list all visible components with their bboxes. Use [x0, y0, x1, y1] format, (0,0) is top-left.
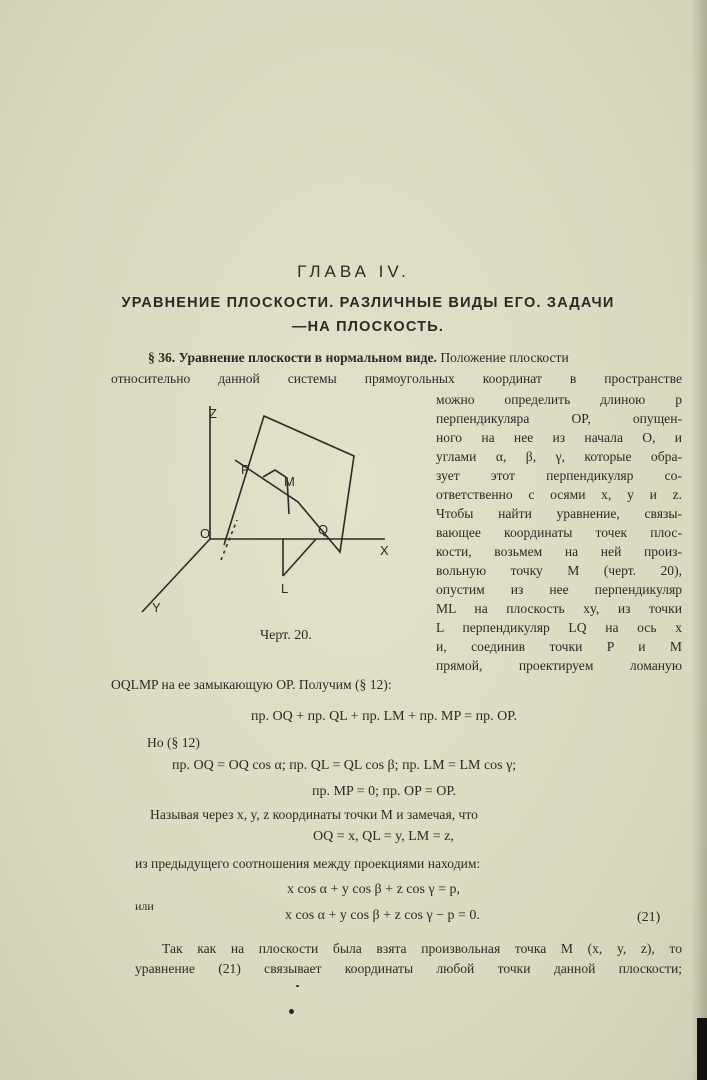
paragraph-line: L перпендикуляр LQ на ось x [436, 620, 682, 635]
label-m: M [284, 474, 295, 489]
paragraph-line: Положение плоскости [440, 350, 569, 365]
paragraph-from-relation: из предыдущего соотношения между проекциями находим: [135, 856, 481, 871]
paragraph-line: вающее координаты точек плос- [436, 525, 682, 540]
chapter-heading-line2: —НА ПЛОСКОСТЬ. [291, 319, 445, 335]
paragraph-line: ответственно с осями x, y и z. [436, 487, 682, 502]
page-speck [289, 1009, 294, 1014]
paragraph-line: Чтобы найти уравнение, связы- [436, 506, 682, 521]
equation-normal-form: x cos α + y cos β + z cos γ = p, [287, 882, 461, 897]
paragraph-line: опустим из нее перпендикуляр [436, 582, 682, 597]
figure-caption: Черт. 20. [260, 628, 312, 643]
paragraph-line: перпендикуляра OP, опущен- [436, 411, 682, 426]
paragraph-line: относительно данной системы прямоугольных координат в пространстве [111, 371, 682, 386]
label-x: X [380, 543, 389, 558]
paragraph-line: и, соединив точки P и M [436, 639, 682, 654]
equation-projections: пр. OQ + пр. QL + пр. LM + пр. MP = пр. OP. [251, 709, 517, 724]
chapter-title: ГЛАВА IV. [297, 262, 410, 281]
paragraph-line: можно определить длиною p [436, 392, 682, 407]
paragraph-line: зует этот перпендикуляр со- [436, 468, 682, 483]
paragraph-line: вольную точку M (черт. 20), [436, 563, 682, 578]
paragraph-naming: Называя через x, y, z координаты точки M и замечая, что [150, 807, 478, 822]
paragraph-line: OQLMP на ее замыкающую OP. Получим (§ 12): [111, 677, 392, 692]
label-l: L [281, 581, 289, 596]
label-z: Z [209, 406, 217, 421]
label-q: Q [318, 522, 329, 537]
label-p: P [241, 462, 250, 477]
text-ili: или [135, 899, 154, 913]
label-y: Y [152, 600, 161, 615]
equation-coords: OQ = x, QL = y, LM = z, [313, 829, 454, 844]
equation-21: x cos α + y cos β + z cos γ − p = 0. [285, 908, 480, 923]
page-edge-mark [697, 1018, 707, 1080]
label-o: O [200, 526, 211, 541]
chapter-heading [88, 293, 648, 337]
section-title: Уравнение плоскости в нормальном виде. [178, 350, 437, 365]
hidden-line [221, 520, 237, 560]
section-number: § 36. [148, 350, 176, 365]
paragraph-line: ного на нее из начала O, и [436, 430, 682, 445]
lq-line [283, 539, 316, 576]
equation-cosines: пр. OQ = OQ cos α; пр. QL = QL cos β; пр. LM = LM cos γ; [172, 758, 517, 773]
text-no-ref: Но (§ 12) [147, 735, 200, 750]
equation-zero: пр. MP = 0; пр. OP = OP. [312, 784, 457, 799]
paragraph-line: углами α, β, γ, которые обра- [436, 449, 682, 464]
page-speck [296, 985, 299, 987]
paragraph-line: ML на плоскость xy, из точки [436, 601, 682, 616]
figure-20 [130, 400, 430, 650]
section-first-line [148, 350, 682, 366]
paragraph-line: уравнение (21) связывает координаты любой точки данной плоскости; [135, 961, 682, 976]
paragraph-line: прямой, проектируем ломаную [436, 658, 682, 673]
paragraph-line: кости, возьмем на ней произ- [436, 544, 682, 559]
paragraph-line: Так как на плоскости была взята произвольная точка M (x, y, z), то [162, 941, 682, 956]
page-edge-shadow [691, 0, 707, 1080]
chapter-heading-line1: УРАВНЕНИЕ ПЛОСКОСТИ. РАЗЛИЧНЫЕ ВИДЫ ЕГО. ЗАДАЧИ [121, 295, 615, 311]
equation-21-number: (21) [637, 910, 661, 925]
